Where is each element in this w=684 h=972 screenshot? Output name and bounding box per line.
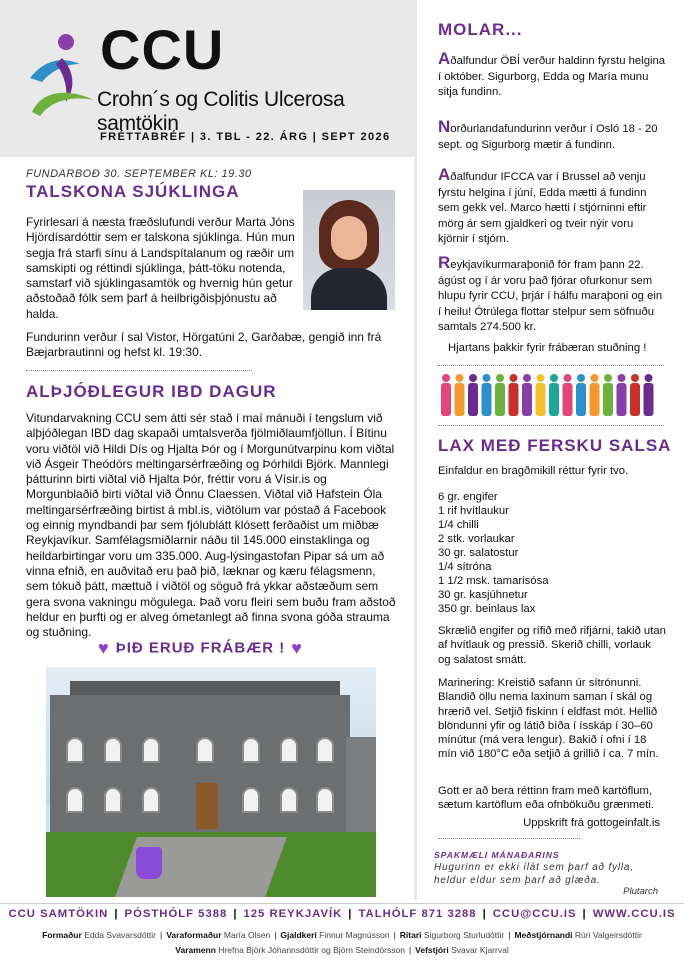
molar-item [438,254,666,336]
drop-cap: A [438,165,451,184]
logo-text: CCU [100,18,225,81]
photo-window [242,787,260,813]
parliament-photo [46,667,376,897]
ingredient: 350 gr. beinlaus lax [438,603,536,615]
runner-head [604,374,612,382]
ibd-paragraph: Vitundarvakning CCU sem átti sér stað í maí mánuði í tengslum við alþjóðlegan IBD dag skapaði umtalsverða fjölmiðlaumfjöllun. Í Bítinu voru viðtöl við Hildi Dís og Hjalta Þór og í Morgunútvarpinu kom viðtal við Ásgeir Theódórs meltingarsérfræðing og Þórhildi Björk. Mannlegi þátturinn birti viðtal við Hjalta Þór, fréttir voru á Vísir.is og Morgunblaðið birti viðtal við Önnu Claessen. Viðtal við Hafstein Óla meltingarsérfræðing birtist á mbl.is, viðtölum var póstað á Facebook og einnig myndbandi þar sem fjólublátt klósett ferðaðist um miðbæ Reykjavíkur. Samfélagsmiðlarnir náðu til 145.000 einstaklinga og heildarbirtingar voru um 335.000. Aug-lýsingastofan Pipar sá um að vinna efnið, en auðvitað eru það þið, læknar og kæru félagsmenn, sem tókuð þátt, mættuð í viðtöl og söguð frá ykkar aðstæðum sem gera svona vakningu mögulega. Það voru fleiri sem buðu fram aðstoð heldur en þurfti og er alveg ómetanlegt að finna svona góða strauma og stuðning. [26,411,396,640]
board-role: Varamenn [175,945,216,955]
drop-cap: A [438,49,451,68]
runner-head [577,374,585,382]
molar-item-text: eykjavíkurmaraþonið fór fram þann 22. ágúst og í ár voru það fjórar ofurkonur sem hlupu fyrir CCU, þrjár í hálfu maraþoni og ein í heilu! Ótrúlega flottar stelpur sem söfnuðu samtals 274.500 kr. [438,259,663,333]
molar-heading: MOLAR... [438,20,523,39]
photo-door [196,783,218,829]
drop-cap: R [438,253,451,272]
photo-window [66,737,84,763]
portrait-body [311,268,387,310]
runner-body [590,383,600,416]
photo-window [66,787,84,813]
section-separator [438,365,664,366]
runner-head [456,374,464,382]
talskona-heading: TALSKONA SJÚKLINGA [26,182,240,201]
runner-head [510,374,518,382]
photo-window [280,787,298,813]
purple-heart-icon: ♥ [98,638,110,658]
section-separator [26,370,252,371]
board-name: Hrefna Björk Jóhannsdóttir og Björn Steindórsson [218,945,405,955]
section-separator [438,838,580,839]
board-role: Vefstjóri [415,945,449,955]
molar-item-text: ðalfundur IFCCA var í Brussel að venju fyrstu helgina í júní, Edda mætti á fundinn sem gekk vel. Marco hætti í stjórninni eftir mörg ár sem gjaldkeri og tveir nýir voru kjörnir í stjórn. [438,171,647,245]
board-role: Ritari [399,930,422,940]
ibd-heading: ALÞJÓÐLEGUR IBD DAGUR [26,382,277,401]
board-name: Finnur Magnússon [319,930,390,940]
runner-body [536,383,546,416]
ingredient: 6 gr. engifer [438,491,498,503]
runner-head [442,374,450,382]
quote-text: Hugurinn er ekki ílát sem þarf að fylla, heldur eldur sem þarf að glæða. [434,862,634,886]
talskona-paragraph-1: Fyrirlesari á næsta fræðslufundi verður Marta Jóns Hjördísardóttir sem er talskona sjúklinga. Hún mun segja frá starfi sínu á Landspítalanum og ræðir um samskipti og réttindi sjúklinga, þátt-töku notenda, samstarf við sjúklingasamtök og hvernig hún getur aðstoðað fólk sem þarf á heilbrigðisþjónustu að halda. [26,215,295,321]
photo-window [104,737,122,763]
runner-head [537,374,545,382]
runner-body [495,383,505,416]
thanks-line: Hjartans þakkir fyrir frábæran stuðning ! [448,342,647,354]
photo-window [242,737,260,763]
molar-item-text: ðalfundur ÖBÍ verður haldinn fyrstu helgina í október. Sigurborg, Edda og María munu sitja fundinn. [438,55,666,98]
ingredient-list [438,490,666,616]
organization-name: Crohn´s og Colitis Ulcerosa samtökin [97,88,345,135]
photo-window [196,737,214,763]
quote-author: Plutarch [623,886,658,897]
recipe-step-1: Skrælið engifer og rífið með rifjárni, takið utan af hvítlauk og pressið. Skerið chilli, vorlauk og salatost smátt. [438,625,666,666]
footer-city: 125 REYKJAVÍK [243,908,343,920]
board-name: María Olsen [223,930,271,940]
purple-heart-icon: ♥ [291,638,303,658]
runner-body [630,383,640,416]
photo-window [142,787,160,813]
footer-phone: TALHÓLF 871 3288 [358,908,477,920]
portrait-face [331,216,367,260]
recipe-intro: Einfaldur en bragðmikill réttur fyrir tvo. [438,465,629,477]
board-name: Edda Svavarsdóttir [84,930,157,940]
cheer-text: ÞIÐ ERUÐ FRÁBÆR ! [115,639,286,657]
footer-website-link[interactable]: WWW.CCU.IS [592,908,676,920]
molar-item [438,50,666,101]
drop-cap: N [438,117,451,136]
photo-window [280,737,298,763]
photo-window [316,737,334,763]
board-role: Meðstjórnandi [514,930,573,940]
footer-email-link[interactable]: CCU@CCU.IS [492,908,577,920]
masthead [0,0,414,157]
runner-body [455,383,465,416]
runner-head [645,374,653,382]
runner-body [522,383,532,416]
molar-item-text: orðurlandafundurinn verður í Osló 18 - 20 sept. og Sigurborg mætir á fundinn. [438,123,658,151]
board-name: Svavar Kjarrval [451,945,509,955]
runner-body [644,383,654,416]
meeting-notice: FUNDARBOÐ 30. SEPTEMBER KL: 19.30 [26,168,252,180]
runner-body [468,383,478,416]
footer-org: CCU SAMTÖKIN [8,908,109,920]
footer-pobox: PÓSTHÓLF 5388 [124,908,228,920]
column-divider [414,0,417,900]
photo-window [104,787,122,813]
ingredient: 1/4 sítróna [438,561,492,573]
recipe-credit: Uppskrift frá gottogeinfalt.is [523,817,660,829]
photo-window [142,737,160,763]
recipe-step-3: Gott er að bera réttinn fram með kartöflum, sætum kartöflum eða ofnbökuðu grænmeti. [438,785,655,812]
footer-contact: CCU SAMTÖKIN | PÓSTHÓLF 5388 | 125 REYKJAVÍK | TALHÓLF 871 3288 | CCU@CCU.IS | WWW.CCU.IS [8,908,676,920]
runner-body [603,383,613,416]
board-line-2: Varamenn Hrefna Björk Jóhannsdóttir og Björn Steindórsson | Vefstjóri Svavar Kjarrval [175,945,509,955]
runner-head [483,374,491,382]
runner-head [550,374,558,382]
recipe-step-2: Marinering: Kreistið safann úr sítrónunni. Blandið öllu nema laxinum saman í skál og hrærið vel. Setjið fiskinn í eldfast mót. Hellið blöndunni yfir og látið bíða í ísskáp í 30–60 mínútur (má vera lengur). Bakið í ofni í 18 mín við 180°C eða setjið á grillið í ca. 7 mín. [438,677,659,761]
ingredient: 1/4 chilli [438,519,479,531]
footer-rule [0,903,684,904]
speaker-portrait [303,190,395,310]
runner-head [618,374,626,382]
molar-item [438,166,666,248]
ingredient: 2 stk. vorlaukar [438,533,515,545]
runner-head [564,374,572,382]
photo-window [316,787,334,813]
issue-info: FRÉTTABRÉF | 3. TBL - 22. ÁRG | SEPT 2026 [100,131,391,143]
recipe-heading: LAX MEÐ FERSKU SALSA [438,436,672,455]
runner-body [509,383,519,416]
runner-head [496,374,504,382]
runner-head [469,374,477,382]
runner-body [441,383,451,416]
quote-label: SPAKMÆLI MÁNAÐARINS [434,850,560,860]
board-name: Sigurborg Sturludóttir [423,930,505,940]
ingredient: 1 rif hvítlaukur [438,505,509,517]
ingredient: 30 gr. salatostur [438,547,519,559]
photo-side-building [346,737,376,847]
molar-item [438,118,666,153]
board-name: Rúri Valgeirsdóttir [574,930,642,940]
section-separator [438,425,664,426]
board-role: Gjaldkeri [280,930,317,940]
board-role: Varaformaður [166,930,222,940]
board-line-1: Formaður Edda Svavarsdóttir | Varaformaður María Olsen | Gjaldkeri Finnur Magnússon | Ritari Sigurborg Sturludóttir | Meðstjórnandi Rúri Valgeirsdóttir [42,930,642,940]
cheer-line [92,638,309,659]
runners-illustration-icon [440,372,664,418]
ingredient: 30 gr. kasjúhnetur [438,589,528,601]
runner-body [563,383,573,416]
runner-body [482,383,492,416]
runner-head [631,374,639,382]
runner-head [591,374,599,382]
talskona-paragraph-2: Fundurinn verður í sal Vistor, Hörgatúni 2, Garðabæ, gengið inn frá Bæjarbrautinni og hefst kl. 19:30. [26,330,382,360]
ingredient: 1 1/2 msk. tamarisósa [438,575,549,587]
runner-head [523,374,531,382]
ccu-logo-icon [22,30,102,120]
purple-toilet [136,847,162,879]
runner-body [549,383,559,416]
runner-body [617,383,627,416]
board-role: Formaður [42,930,82,940]
runner-body [576,383,586,416]
